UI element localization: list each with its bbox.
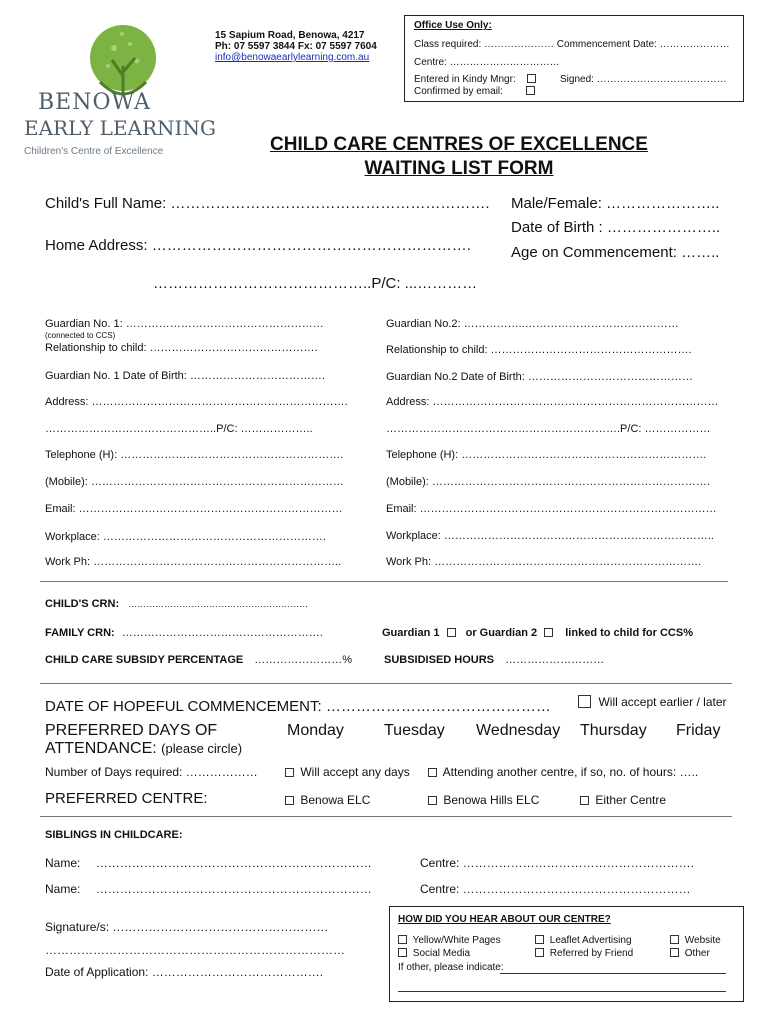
logo-line1: BENOWA [38,90,151,115]
centre-benowa-checkbox[interactable] [285,796,294,805]
form-title-line2: WAITING LIST FORM [364,158,554,179]
sibling2-name-label: Name: [45,882,81,896]
hear-other-label: Other [684,948,710,959]
office-confirmed-label: Confirmed by email: [414,86,503,97]
linked-ccs-label: linked to child for CCS% [565,627,693,639]
guardian1-workplace-field[interactable]: Workplace: ……………………………………………………. [45,531,326,543]
preferred-days-label2 [45,740,242,758]
hear-website-checkbox[interactable] [670,935,679,944]
siblings-title: SIBLINGS IN CHILDCARE: [45,829,183,841]
guardian1-email-field[interactable]: Email: ……………………………………………………………… [45,503,343,515]
guardian2-address-field[interactable]: Address: …………………………………………………………………… [386,396,719,408]
guardian1-ccs-checkbox[interactable] [447,628,456,637]
child-dob-field[interactable]: Date of Birth : ………………….. [511,219,721,236]
guardian1-dob-field[interactable]: Guardian No. 1 Date of Birth: ………………………………. [45,370,325,382]
hear-leaflet-checkbox[interactable] [535,935,544,944]
home-address-field[interactable]: Home Address: ………………………………………………………. [45,237,471,254]
centre-either-checkbox[interactable] [580,796,589,805]
guardian2-name-field[interactable]: Guardian No.2: ……………..…………………………………… [386,318,679,330]
sibling1-name-dots: …………………………………………………………… [95,856,372,870]
child-gender-field[interactable]: Male/Female: ………………….. [511,195,720,212]
office-entered [414,74,539,85]
hear-social-label: Social Media [412,948,471,959]
centre-hills-checkbox[interactable] [428,796,437,805]
child-name-field[interactable]: Child's Full Name: ………………………………………………………. [45,195,490,212]
accept-earlier-label: Will accept earlier / later [598,695,727,709]
accept-earlier-option[interactable] [578,693,727,711]
office-confirmed-checkbox[interactable] [526,86,535,95]
office-confirmed [414,86,538,97]
hear-yellow-label: Yellow/White Pages [412,935,501,946]
divider-2 [40,683,732,684]
date-of-application-field[interactable]: Date of Application: ……………………………………. [45,965,324,979]
day-wednesday[interactable]: Wednesday [476,722,561,739]
centre-either-label: Either Centre [595,793,667,807]
any-days-checkbox[interactable] [285,768,294,777]
another-centre-option[interactable] [428,765,698,779]
day-monday[interactable]: Monday [287,722,344,739]
day-thursday[interactable]: Thursday [580,722,647,739]
preferred-centre-label: PREFERRED CENTRE: [45,790,208,807]
hear-other-option[interactable] [670,948,710,959]
logo-tagline: Children's Centre of Excellence [24,146,164,157]
sibling1-centre-field[interactable]: Centre: …………………………………………………. [420,856,695,870]
form-title-line1: CHILD CARE CENTRES OF EXCELLENCE [270,134,648,155]
guardian2-workph-field[interactable]: Work Ph: ………………………………………………………………. [386,556,702,568]
office-class-required: Class required: ………………… Commencement Date: ………………… [414,39,730,50]
another-centre-checkbox[interactable] [428,768,437,777]
guardian2-ccs-label: or Guardian 2 [465,627,538,639]
any-days-option[interactable] [285,765,410,779]
hear-website-option[interactable] [670,935,721,946]
any-days-label: Will accept any days [300,765,410,779]
commencement-date-field[interactable]: DATE OF HOPEFUL COMMENCEMENT: ……………………………………… [45,698,551,715]
guardian1-telephone-field[interactable]: Telephone (H): ……………………………………………………. [45,449,344,461]
header-phone: Ph: 07 5597 3844 Fx: 07 5597 7604 [215,41,377,52]
family-crn-field[interactable] [45,627,323,639]
hear-social-checkbox[interactable] [398,948,407,957]
centre-benowa-option[interactable] [285,793,370,807]
ccs-linked-row [382,627,693,639]
guardian2-workplace-field[interactable]: Workplace: ……………………………………………………………….. [386,530,714,542]
centre-benowa-label: Benowa ELC [300,793,371,807]
home-pc-field[interactable]: ……………………………………..P/C: ...………… [153,275,478,292]
child-crn-dots: …………………………………………………… [128,599,309,609]
family-crn-dots: ………………………………………………. [121,627,323,639]
header-email-link[interactable]: info@benowaearlylearning.com.au [215,52,370,63]
guardian1-name-field[interactable]: Guardian No. 1: ……………………………………………… [45,318,324,330]
hear-leaflet-label: Leaflet Advertising [549,935,632,946]
guardian1-workph-field[interactable]: Work Ph: ………………………………………………………….. [45,556,342,568]
child-crn-label: CHILD'S CRN: [45,598,120,610]
hear-referred-option[interactable] [535,948,633,959]
age-commencement-field[interactable]: Age on Commencement: …….. [511,244,720,261]
office-signed: Signed: ………………………………… [560,74,727,85]
centre-either-option[interactable] [580,793,666,807]
hear-indicate-line-2[interactable] [398,991,726,992]
hear-indicate-line[interactable] [500,973,726,974]
number-of-days-field[interactable]: Number of Days required: ……………… [45,765,258,779]
attendance-label: ATTENDANCE: [45,740,157,757]
hear-yellow-checkbox[interactable] [398,935,407,944]
another-centre-label: Attending another centre, if so, no. of hours: ….. [442,765,699,779]
hear-referred-label: Referred by Friend [549,948,634,959]
guardian1-note-text: connected to CCS [47,331,113,340]
hear-indicate-label: If other, please indicate: [398,962,504,973]
signature-field-2[interactable]: ………………………………………………………………… [45,943,345,957]
guardian2-mobile-field[interactable]: (Mobile): …………………………………………………………………. [386,476,710,488]
tree-logo-icon [22,16,182,98]
office-use-title: Office Use Only: [414,20,492,31]
centre-hills-label: Benowa Hills ELC [443,793,540,807]
divider-3 [40,816,732,817]
subsidised-hours-dots: ……………………… [505,654,605,666]
hear-website-label: Website [684,935,721,946]
office-centre: Centre: …………………………… [414,57,560,68]
guardian1-mobile-field[interactable]: (Mobile): …………………………………………………………… [45,476,344,488]
guardian2-pc-field[interactable]: ……………………………………………………….P/C: ……………… [386,423,711,435]
guardian2-email-field[interactable]: Email: ……………………………………………………………………… [386,503,717,515]
subsidy-percentage-field[interactable] [45,654,352,666]
accept-earlier-checkbox[interactable] [578,695,591,708]
guardian2-dob-field[interactable]: Guardian No.2 Date of Birth: ……………………………………… [386,371,693,383]
guardian1-address-field[interactable]: Address: ……………………………………………………………. [45,396,348,408]
sibling2-name-dots: …………………………………………………………… [95,882,372,896]
guardian2-ccs-checkbox[interactable] [544,628,553,637]
hear-leaflet-option[interactable] [535,935,632,946]
sibling2-centre-field[interactable]: Centre: ………………………………………………… [420,882,691,896]
subsidised-hours-field[interactable] [384,654,604,666]
hear-referred-checkbox[interactable] [535,948,544,957]
guardian1-pc-field[interactable]: ………………………………………..P/C: ……………….. [45,423,313,435]
guardian1-ccs-label: Guardian 1 [382,627,440,639]
hear-yellow-option[interactable] [398,935,501,946]
please-circle-label: (please circle) [161,741,243,756]
office-entered-checkbox[interactable] [527,74,536,83]
family-crn-label: FAMILY CRN: [45,627,115,639]
guardian1-note: (connected to CCS) [45,331,116,340]
subsidised-hours-label: SUBSIDISED HOURS [384,654,495,666]
sibling1-name-label: Name: [45,856,81,870]
sibling2-name-field[interactable] [45,882,372,896]
hear-other-checkbox[interactable] [670,948,679,957]
day-tuesday[interactable]: Tuesday [384,722,445,739]
guardian2-telephone-field[interactable]: Telephone (H): …………………………………………………………. [386,449,707,461]
hear-about-title: HOW DID YOU HEAR ABOUT OUR CENTRE? [398,914,611,925]
preferred-days-label1: PREFERRED DAYS OF [45,722,218,739]
office-entered-label: Entered in Kindy Mngr: [414,74,516,85]
guardian2-relationship-field[interactable]: Relationship to child: ………………………………………………. [386,344,692,356]
divider-1 [40,581,728,582]
logo-line2: EARLY LEARNING [24,116,216,140]
child-crn-field[interactable] [45,598,308,610]
hear-social-option[interactable] [398,948,470,959]
header-address: 15 Sapium Road, Benowa, 4217 [215,30,365,41]
guardian1-relationship-field[interactable]: Relationship to child: ………………………………………. [45,342,318,354]
subsidy-dots: ……………………% [254,654,353,666]
day-friday[interactable]: Friday [676,722,721,739]
subsidy-label: CHILD CARE SUBSIDY PERCENTAGE [45,654,244,666]
signature-field[interactable]: Signature/s: ……………………………………………… [45,920,329,934]
centre-hills-option[interactable] [428,793,539,807]
sibling1-name-field[interactable] [45,856,372,870]
